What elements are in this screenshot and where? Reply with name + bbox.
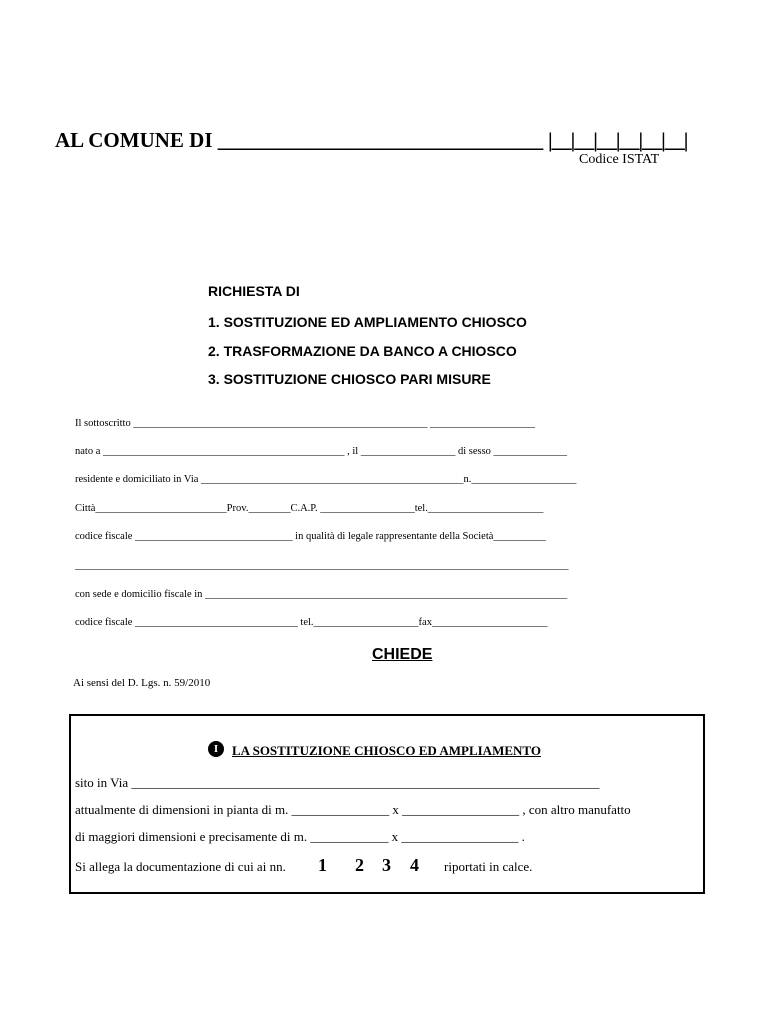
option-line-calce: riportati in calce.	[444, 859, 533, 874]
option-title: LA SOSTITUZIONE CHIOSCO ED AMPLIAMENTO	[232, 743, 541, 758]
request-option-3: 3. SOSTITUZIONE CHIOSCO PARI MISURE	[208, 371, 491, 387]
chiede-heading: CHIEDE	[372, 646, 433, 663]
form-line-sottoscritto: Il sottoscritto ________________________________________________________ ____________________	[75, 418, 535, 429]
decree-reference: Ai sensi del D. Lgs. n. 59/2010	[73, 677, 211, 689]
request-option-1: 1. SOSTITUZIONE ED AMPLIAMENTO CHIOSCO	[208, 314, 527, 330]
attachment-number-2: 2	[355, 855, 364, 875]
form-line-nato: nato a ______________________________________________ , il __________________ di sesso ______________	[75, 446, 568, 457]
form-line-sede: con sede e domicilio fiscale in _____________________________________________________________________	[75, 589, 568, 600]
form-line-blank: ______________________________________________________________________________________________	[75, 560, 569, 571]
option-line-maggiori: di maggiori dimensioni e precisamente di m. ____________ x __________________ .	[75, 829, 525, 844]
form-line-residente: residente e domiciliato in Via __________________________________________________n.____________________	[75, 474, 577, 485]
form-line-codice-fiscale: codice fiscale ______________________________ in qualità di legale rappresentante della Società__________	[75, 531, 546, 542]
option-line-dimensioni: attualmente di dimensioni in pianta di m. _______________ x __________________ , con altro manufatto	[75, 802, 631, 817]
form-line-codice-fiscale-societa: codice fiscale _______________________________ tel.____________________fax______________________	[75, 617, 548, 628]
request-option-2: 2. TRASFORMAZIONE DA BANCO A CHIOSCO	[208, 343, 517, 359]
istat-code-boxes: |__|__|__|__|__|__|	[548, 128, 688, 152]
option-line-via: sito in Via ________________________________________________________________________	[75, 775, 600, 790]
form-line-citta: Città_________________________Prov.________C.A.P. __________________tel.______________________	[75, 503, 544, 514]
comune-title: AL COMUNE DI _______________________________	[55, 128, 544, 152]
attachment-number-3: 3	[382, 855, 391, 875]
attachment-number-4: 4	[410, 855, 419, 875]
istat-code-label: Codice ISTAT	[579, 152, 660, 167]
option-line-allega: Si allega la documentazione di cui ai nn.	[75, 859, 286, 874]
attachment-number-1: 1	[318, 855, 327, 875]
roman-numeral-icon: I	[208, 741, 224, 757]
request-title: RICHIESTA DI	[208, 283, 300, 299]
